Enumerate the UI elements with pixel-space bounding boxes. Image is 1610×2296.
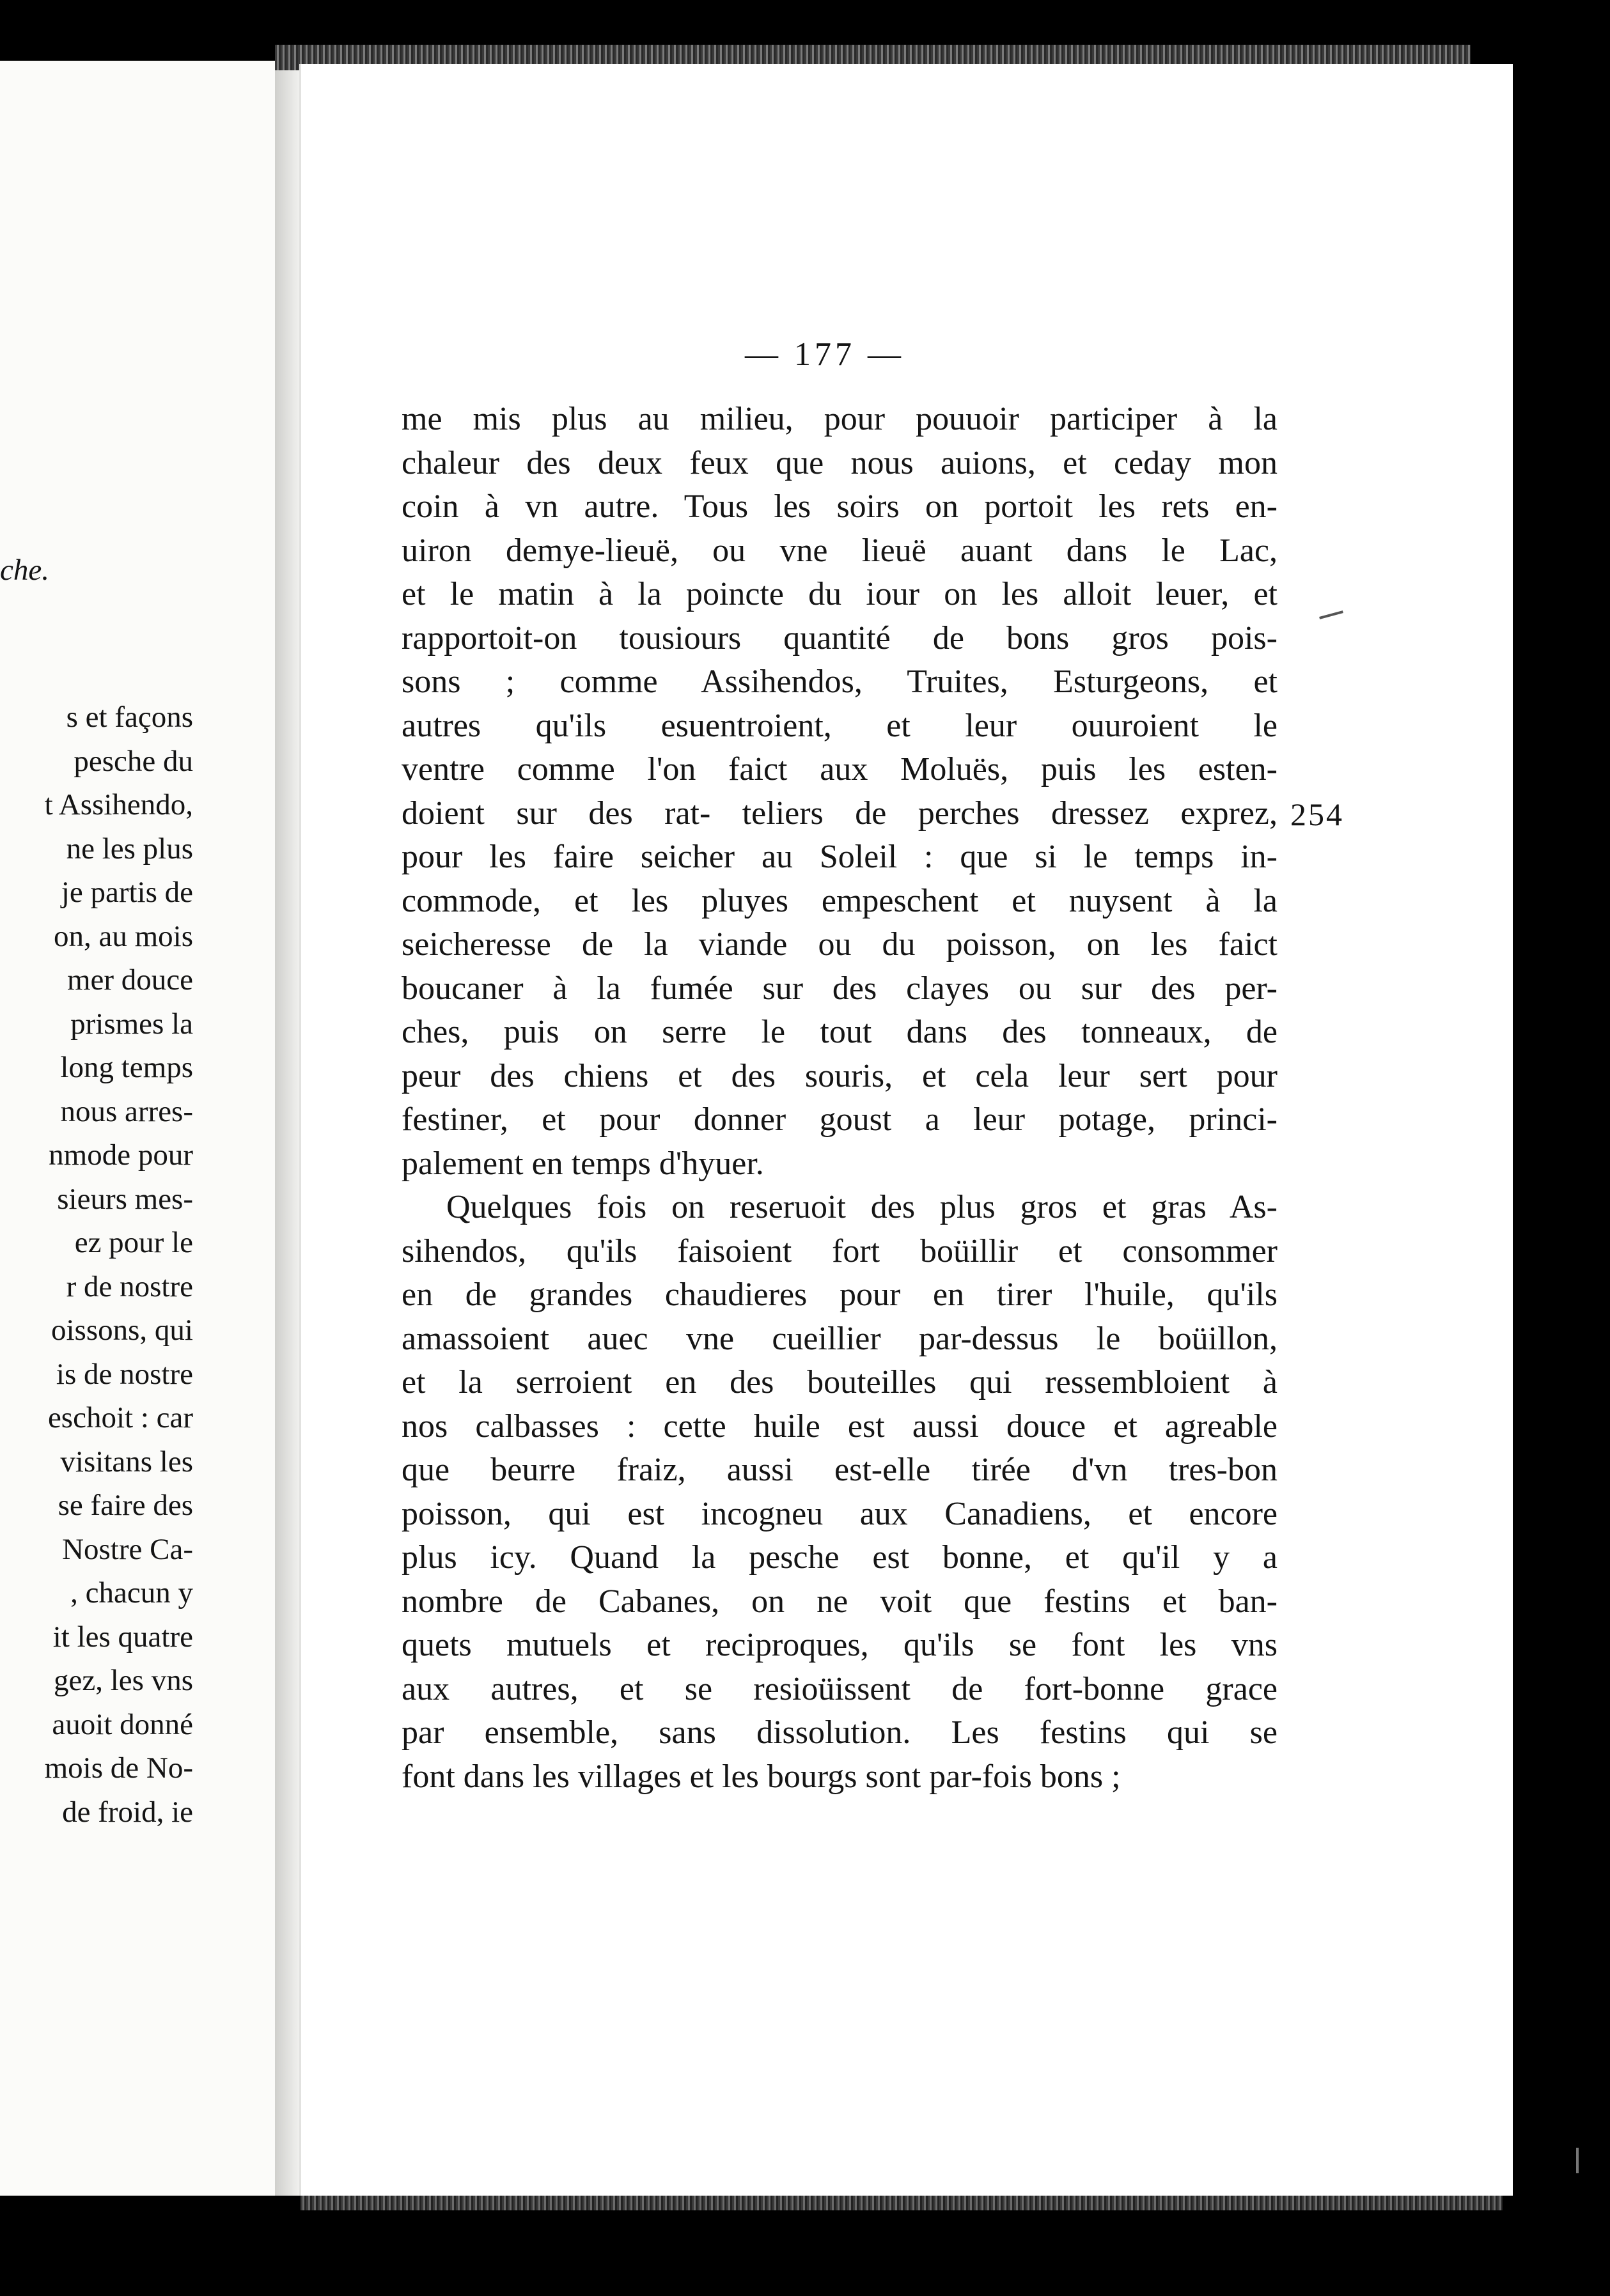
corner-mark xyxy=(1576,2148,1579,2173)
text-line: nos calbasses : cette huile est aussi douce et agreable xyxy=(402,1408,1278,1445)
left-text-line: visitans les xyxy=(60,1445,193,1478)
text-line: uiron demye-lieuë, ou vne lieuë auant dans le Lac, xyxy=(402,532,1278,569)
gutter-shadow xyxy=(275,61,301,2196)
left-text-line: oissons, qui xyxy=(51,1314,193,1347)
text-line: par ensemble, sans dissolution. Les festins qui se xyxy=(402,1714,1278,1751)
left-text-line: nmode pour xyxy=(49,1138,193,1172)
left-text-line: pesche du xyxy=(74,744,193,778)
text-line: commode, et les pluyes empeschent et nuysent à la xyxy=(402,882,1278,919)
left-text-line: t Assihendo, xyxy=(44,788,193,821)
text-line: doient sur des rat- teliers de perches dressez exprez, xyxy=(402,795,1278,832)
left-text-line: nous arres- xyxy=(60,1094,193,1128)
text-line: nombre de Cabanes, on ne voit que festins et ban- xyxy=(402,1583,1278,1620)
margin-page-reference: 254 xyxy=(1290,796,1344,832)
text-line: autres qu'ils esuentroient, et leur ouuroient le xyxy=(402,707,1278,744)
text-line: aux autres, et se resioüissent de fort-bonne grace xyxy=(402,1670,1278,1707)
left-text-line: ez pour le xyxy=(74,1226,193,1259)
left-text-line: it les quatre xyxy=(52,1620,193,1654)
left-text-line: Nostre Ca- xyxy=(62,1532,193,1566)
left-text-line: de froid, ie xyxy=(62,1795,193,1829)
left-text-line: is de nostre xyxy=(56,1357,193,1391)
text-line: boucaner à la fumée sur des clayes ou sur des per- xyxy=(402,970,1278,1007)
text-line: et la serroient en des bouteilles qui ressembloient à xyxy=(402,1364,1278,1400)
left-text-line: ne les plus xyxy=(66,832,193,865)
left-text-line: prismes la xyxy=(70,1007,193,1041)
text-line: ventre comme l'on faict aux Moluës, puis les esten- xyxy=(402,751,1278,787)
text-line: quets mutuels et reciproques, qu'ils se font les vns xyxy=(402,1627,1278,1663)
right-page-body-text xyxy=(402,398,1278,1799)
text-line: coin à vn autre. Tous les soirs on portoit les rets en- xyxy=(402,488,1278,525)
left-text-line: sieurs mes- xyxy=(57,1182,193,1216)
text-line: sons ; comme Assihendos, Truites, Esturgeons, et xyxy=(402,663,1278,700)
text-line: palement en temps d'hyuer. xyxy=(402,1145,764,1182)
text-line: sihendos, qu'ils faisoient fort boüillir et consommer xyxy=(402,1232,1278,1269)
text-line: poisson, qui est incogneu aux Canadiens, et encore xyxy=(402,1495,1278,1532)
text-line: Quelques fois on reseruoit des plus gros et gras As- xyxy=(446,1189,1278,1225)
left-text-line: se faire des xyxy=(58,1489,193,1522)
page-number: — 177 — xyxy=(745,336,905,373)
left-text-line: auoit donné xyxy=(52,1707,193,1741)
left-text-line: mois de No- xyxy=(44,1751,193,1785)
left-text-line: r de nostre xyxy=(66,1269,193,1303)
text-line: que beurre fraiz, aussi est-elle tirée d'vn tres-bon xyxy=(402,1452,1278,1488)
text-line: pour les faire seicher au Soleil : que si le temps in- xyxy=(402,839,1278,875)
left-text-line: long temps xyxy=(60,1051,193,1084)
text-line: plus icy. Quand la pesche est bonne, et qu'il y a xyxy=(402,1539,1278,1576)
text-line: en de grandes chaudieres pour en tirer l'huile, qu'ils xyxy=(402,1276,1278,1313)
text-line: chaleur des deux feux que nous auions, et ceday mon xyxy=(402,444,1278,481)
text-line: me mis plus au milieu, pour pouuoir participer à la xyxy=(402,401,1278,437)
text-line: rapportoit-on tousiours quantité de bons gros pois- xyxy=(402,619,1278,656)
left-text-line: eschoit : car xyxy=(47,1401,193,1434)
left-text-line: s et façons xyxy=(66,701,193,734)
left-text-line: on, au mois xyxy=(53,919,193,953)
text-line: peur des chiens et des souris, et cela leur sert pour xyxy=(402,1057,1278,1094)
text-line: festiner, et pour donner goust a leur potage, princi- xyxy=(402,1101,1278,1138)
left-text-line: , chacun y xyxy=(70,1576,193,1610)
left-text-line: mer douce xyxy=(66,963,193,997)
left-text-line: je partis de xyxy=(61,876,193,909)
text-line: seicheresse de la viande ou du poisson, on les faict xyxy=(402,926,1278,963)
left-text-line: gez, les vns xyxy=(54,1664,193,1697)
left-page xyxy=(0,61,279,2196)
text-line: font dans les villages et les bourgs sont par-fois bons ; xyxy=(402,1758,1121,1795)
text-line: amassoient auec vne cueillier par-dessus le boüillon, xyxy=(402,1320,1278,1357)
text-line: ches, puis on serre le tout dans des tonneaux, de xyxy=(402,1014,1278,1050)
left-page-fragment: che. xyxy=(0,554,49,587)
text-line: et le matin à la poincte du iour on les alloit leuer, et xyxy=(402,576,1278,612)
